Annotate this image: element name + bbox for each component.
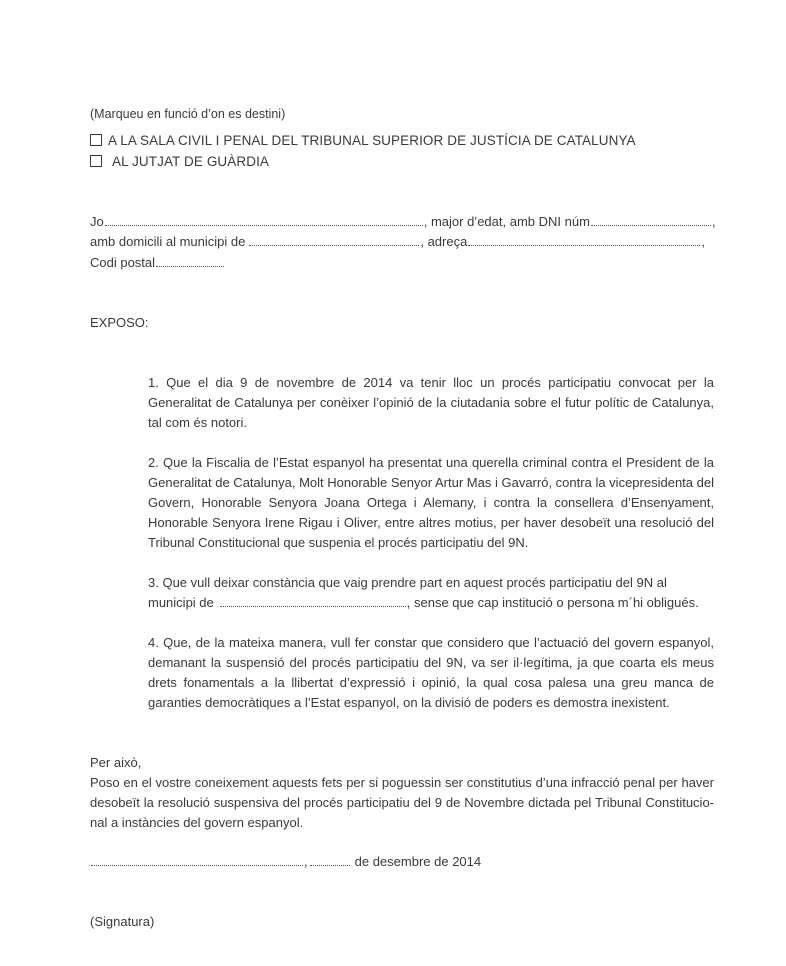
point-3-line-2 [148,593,714,613]
date-month-year: de desembre de 2014 [354,854,482,869]
destination-option-label: AL JUTJAT DE GUÀRDIA [112,154,270,169]
checkbox-icon[interactable] [90,134,102,146]
date-line [90,854,481,869]
point-4 [148,633,714,713]
day-field[interactable] [310,864,350,866]
adreca-field[interactable] [468,244,700,246]
domicili-label: amb domicili al municipi de [90,234,246,249]
exposo-heading: EXPOSO: [90,315,149,330]
major-edat-label: , major d’edat, amb DNI núm [423,214,590,229]
conclusion [90,753,714,833]
point-3 [148,573,714,613]
place-field[interactable] [91,864,303,866]
codi-postal-label: Codi postal [90,255,156,270]
punctuation: , [711,214,716,229]
municipi-field[interactable] [249,244,419,246]
point-3-text: 3. Que vull deixar constància que vaig prendre part en aquest procés participatiu del 9N al [148,575,667,590]
participation-municipi-field[interactable] [220,605,406,607]
point-4-text: 4. Que, de la mateixa manera, vull fer constar que considero que l’actuació del govern espanyol, demanant la suspensió del procés participatiu del 9N, va ser il·legítima, ja que coarta els meus drets fonamentals a la llibertat d’expressió i opinió, la qual cosa palesa una greu manca de garanties democràtiques a l’Estat espanyol, on la divisió de poders es demostra inexistent. [148,635,714,710]
point-2 [148,453,714,553]
dni-field[interactable] [591,224,711,226]
identity-line-3 [90,255,225,270]
signature-label: (Signatura) [90,914,155,929]
destination-option-tsjc[interactable] [90,133,636,148]
point-2-text: 2. Que la Fiscalia de l’Estat espanyol ha presentat una querella criminal contra el President de la Generalitat de Catalunya, Molt Honorable Senyor Artur Mas i Gavarró, contra la vicepresidenta del Govern, Honorable Senyora Joana Ortega i Alemany, i contra la consellera d’Ensenyament, Honorable Senyora Irene Rigau i Oliver, entre altres motius, per haver desobeït una resolució del Tribunal Constitucional que suspenia el procés participatiu del 9N. [148,455,714,550]
destination-option-jutjat[interactable] [90,154,269,169]
adreca-label: , adreça [420,234,468,249]
codi-postal-field[interactable] [156,265,224,267]
point-3-text-end: , sense que cap institució o persona m´hi obligués. [406,595,699,610]
conclusion-text: Poso en el vostre coneixement aquests fets per si poguessin ser constitutius d’una infracció penal per haver desobeït la resolució suspensiva del procés participatiu del 9 de Novembre dictada pel Tribunal Constitucio-nal a instàncies del govern espanyol. [90,775,714,830]
punctuation: , [304,854,308,869]
point-3-line-1 [148,573,714,593]
point-3-municipi-label: municipi de [148,595,214,610]
name-field[interactable] [105,224,423,226]
destination-instruction: (Marqueu en funció d’on es destini) [90,107,286,121]
destination-option-label: A LA SALA CIVIL I PENAL DEL TRIBUNAL SUPERIOR DE JUSTÍCIA DE CATALUNYA [108,133,636,148]
jo-label: Jo [90,214,104,229]
per-aixo-label: Per això, [90,755,142,770]
identity-line-2 [90,234,714,249]
punctuation: , [701,234,705,249]
point-1 [148,373,714,433]
point-1-text: 1. Que el dia 9 de novembre de 2014 va tenir lloc un procés participatiu convocat per la Generalitat de Catalunya per conèixer l’opinió de la ciutadania sobre el futur polític de Catalunya, tal com és notori. [148,375,714,430]
identity-line-1 [90,214,714,229]
checkbox-icon[interactable] [90,155,102,167]
